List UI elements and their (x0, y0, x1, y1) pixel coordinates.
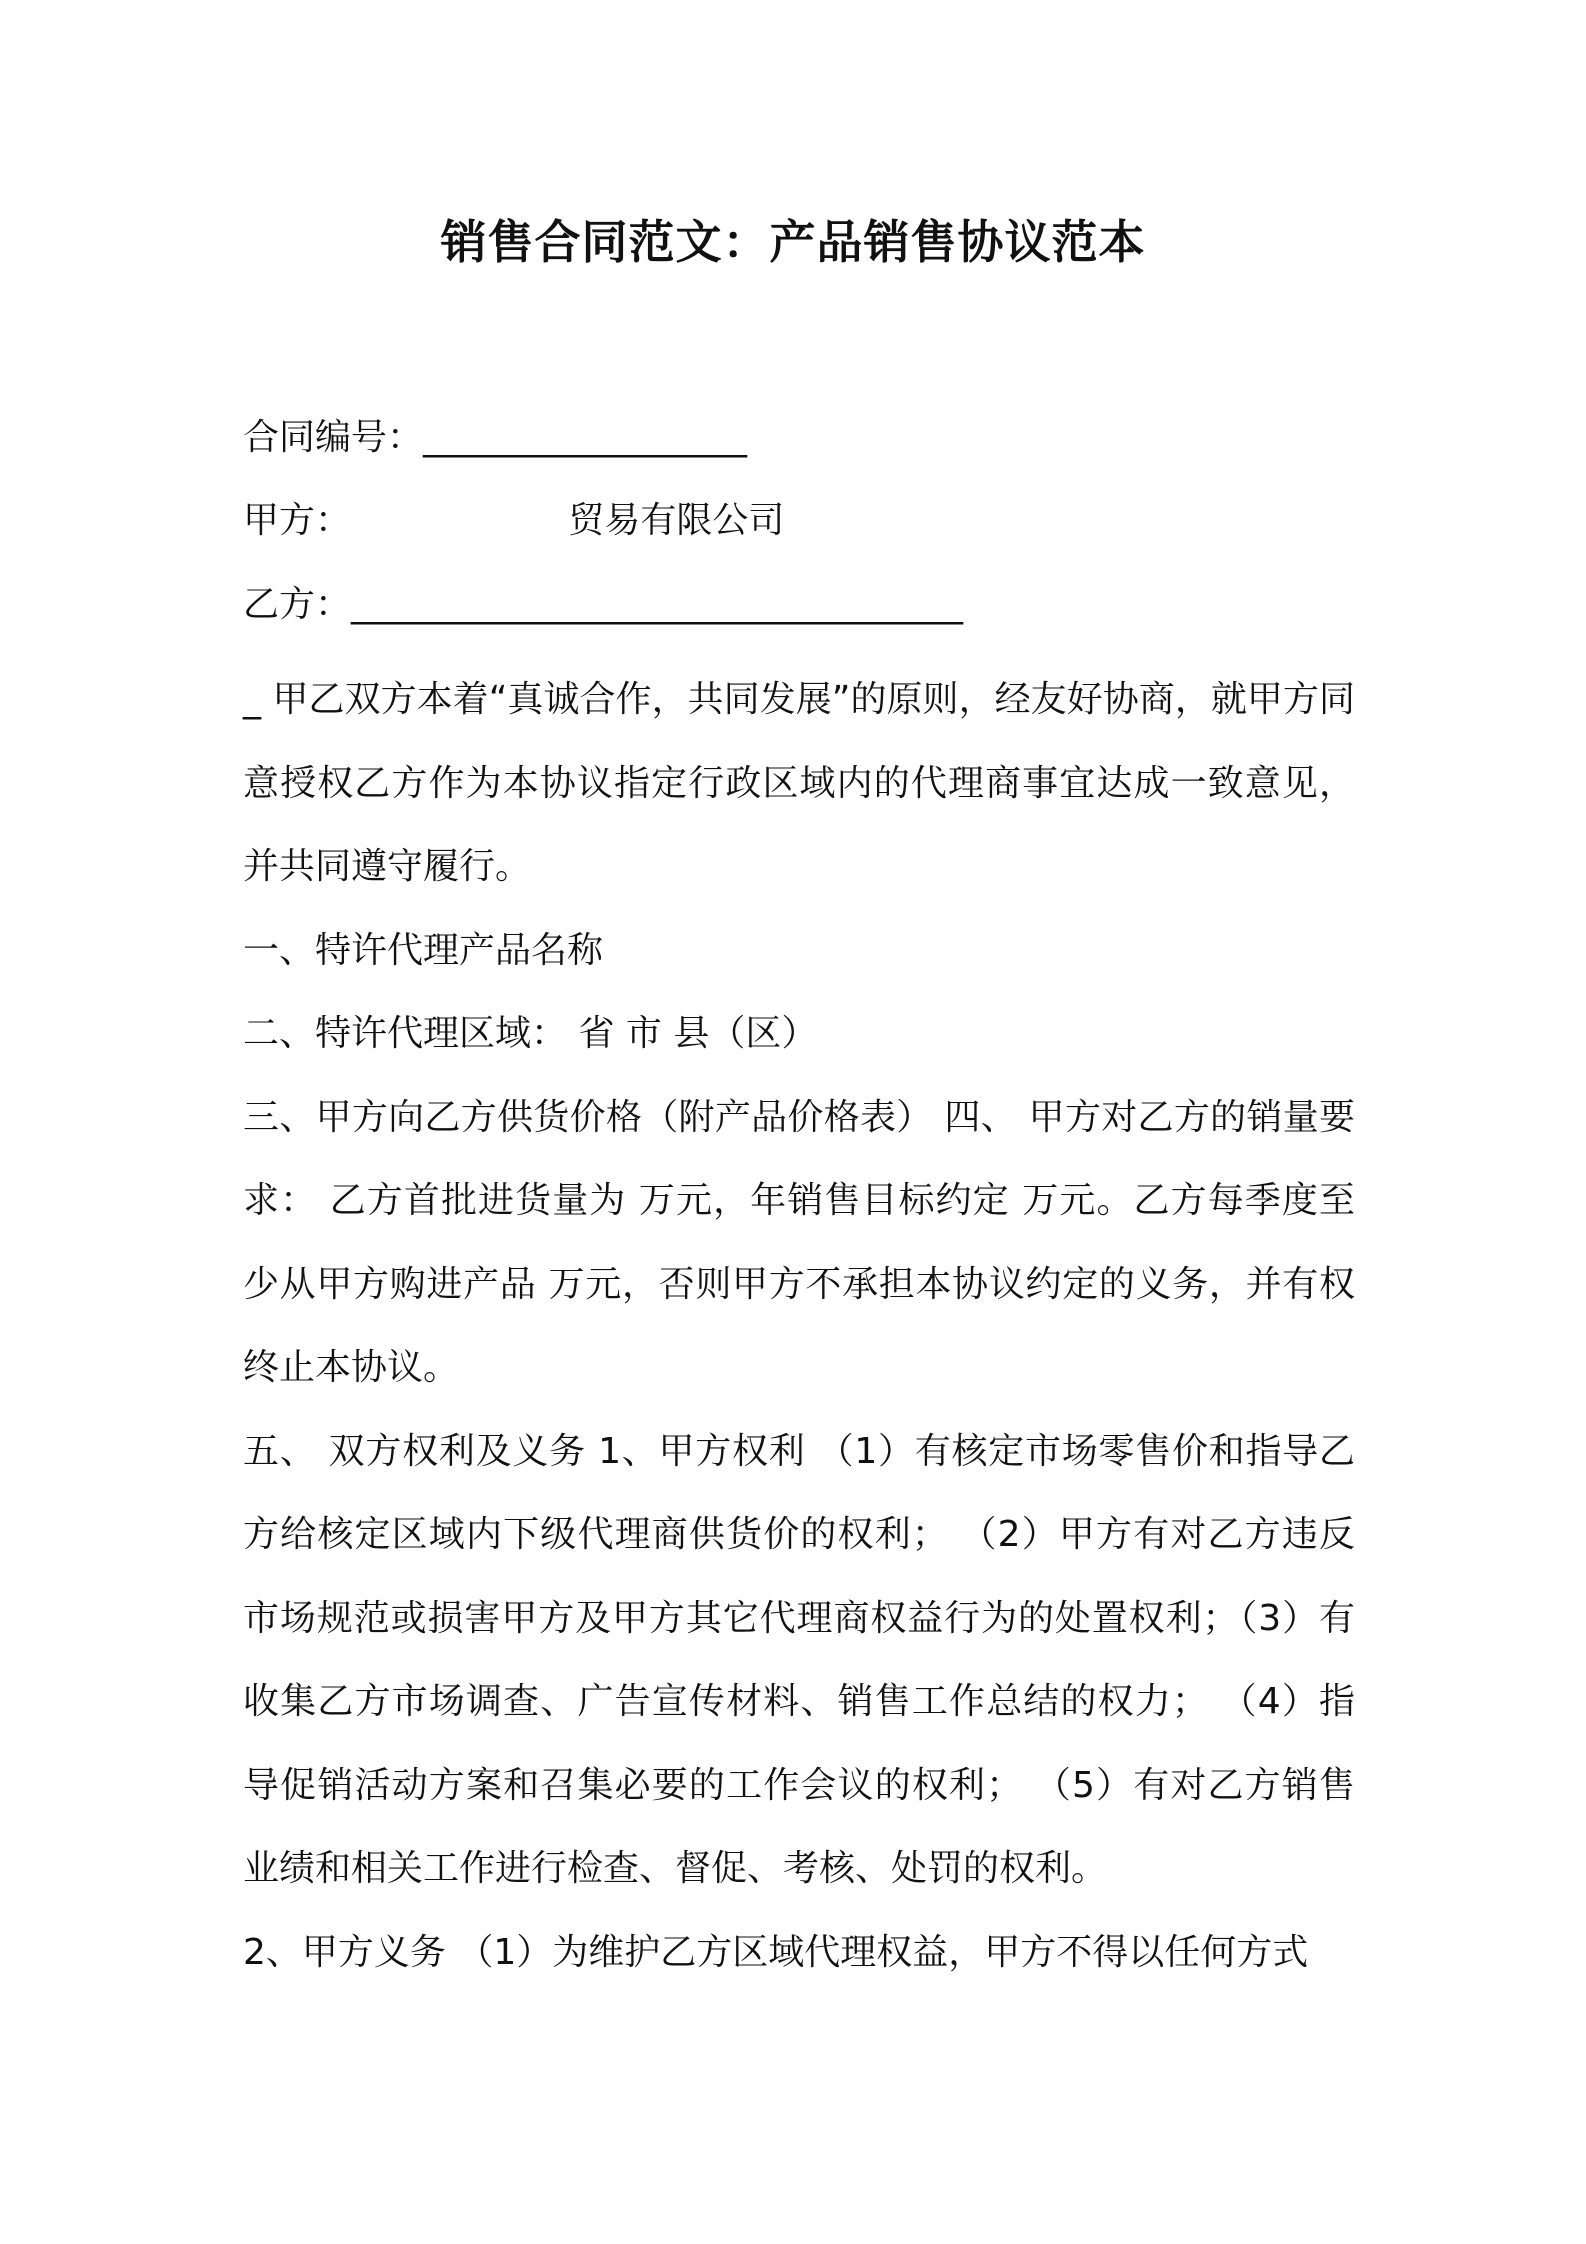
clause-5-rights-and-obligations: 五、 双方权利及义务 1、甲方权利 （1）有核定市场零售价和指导乙方给核定区域内下级代理商供货价的权利； （2）甲方有对乙方违反市场规范或损害甲方及甲方其它代理商权益行为的处置权利；（3）有收集乙方市场调查、广告宣传材料、销售工作总结的权力； （4）指导促销活动方案和召集必要的工作会议的权利； （5）有对乙方销售业绩和相关工作进行检查、督促、考核、处罚的权利。 (243, 1430, 1355, 1889)
contract-number-line: 合同编号：__________________ (243, 417, 748, 458)
party-a-line: 甲方： 贸易有限公司 (243, 500, 785, 541)
clause-2-territory: 二、特许代理区域： 省 市 县（区） (243, 1013, 818, 1054)
clause-1-product-name: 一、特许代理产品名称 (243, 929, 604, 971)
preamble-paragraph: _ 甲乙双方本着“真诚合作，共同发展”的原则，经友好协商，就甲方同意授权乙方作为本协议指定行政区域内的代理商事宜达成一致意见，并共同遵守履行。 (243, 679, 1355, 887)
party-b-line: 乙方：__________________________________ (243, 584, 964, 625)
document-title: 销售合同范文：产品销售协议范本 (440, 215, 1146, 269)
clause-3-4-price-and-volume: 三、甲方向乙方供货价格（附产品价格表） 四、 甲方对乙方的销量要求： 乙方首批进货量为 万元，年销售目标约定 万元。乙方每季度至少从甲方购进产品 万元，否则甲方不承担本协议约定的义务，并有权终止本协议。 (243, 1096, 1355, 1388)
clause-5-2-party-a-obligations: 2、甲方义务 （1）为维护乙方区域代理权益，甲方不得以任何方式 (243, 1931, 1309, 1973)
contract-body (243, 658, 1355, 1994)
